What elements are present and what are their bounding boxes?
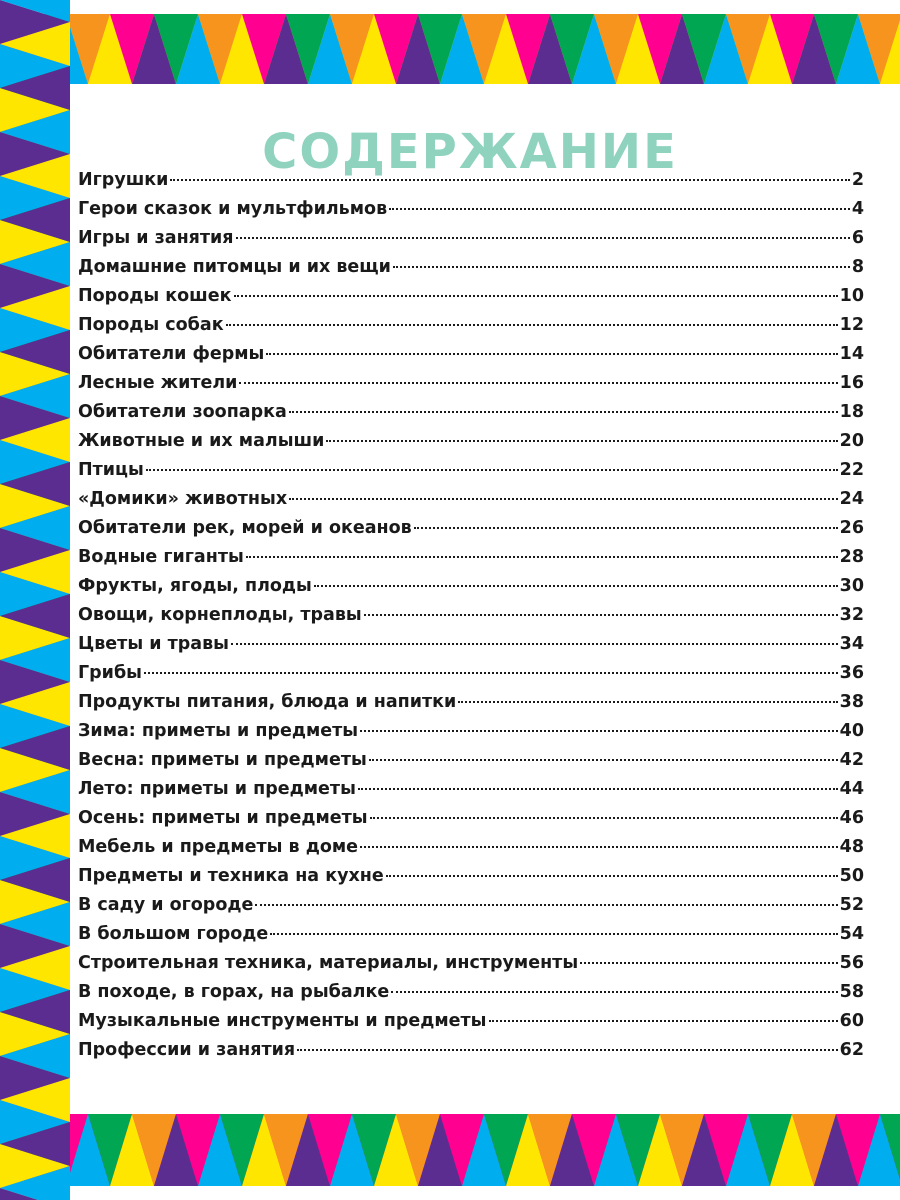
dot-leader [580, 962, 837, 964]
toc-entry-page-number: 56 [839, 953, 864, 973]
toc-entry [78, 489, 864, 518]
toc-entry-title: Мебель и предметы в доме [78, 837, 359, 857]
border-band [0, 1186, 900, 1200]
toc-entry-page-number: 42 [839, 750, 864, 770]
toc-entry-page-number: 52 [839, 895, 864, 915]
toc-entry-page-number: 50 [839, 866, 864, 886]
toc-entry-page-number: 6 [851, 228, 864, 248]
dot-leader [146, 469, 838, 471]
toc-entry [78, 924, 864, 953]
dot-leader [360, 730, 838, 732]
toc-entry-title: В походе, в горах, на рыбалке [78, 982, 390, 1002]
dot-leader [236, 237, 850, 239]
toc-entry [78, 837, 864, 866]
dot-leader [364, 614, 838, 616]
dot-leader [270, 933, 837, 935]
dot-leader [458, 701, 837, 703]
toc-entry [78, 518, 864, 547]
dot-leader [226, 324, 838, 326]
toc-entry-title: Животные и их малыши [78, 431, 325, 451]
toc-entry [78, 431, 864, 460]
toc-entry-title: Герои сказок и мультфильмов [78, 199, 388, 219]
toc-entry-page-number: 12 [839, 315, 864, 335]
toc-entry [78, 460, 864, 489]
toc-entry-page-number: 16 [839, 373, 864, 393]
toc-entry-page-number: 40 [839, 721, 864, 741]
toc-entry [78, 228, 864, 257]
dot-leader [326, 440, 837, 442]
toc-entry [78, 1011, 864, 1040]
table-of-contents [78, 170, 864, 1069]
toc-entry [78, 634, 864, 663]
toc-entry-title: Водные гиганты [78, 547, 244, 567]
toc-entry-page-number: 44 [839, 779, 864, 799]
toc-entry [78, 750, 864, 779]
toc-entry-page-number: 4 [851, 199, 864, 219]
toc-entry-title: Породы собак [78, 315, 224, 335]
toc-entry-title: Птицы [78, 460, 144, 480]
toc-entry [78, 663, 864, 692]
toc-entry-page-number: 62 [839, 1040, 864, 1060]
toc-entry-page-number: 14 [839, 344, 864, 364]
toc-entry-title: Зима: приметы и предметы [78, 721, 359, 741]
toc-entry-title: Лесные жители [78, 373, 238, 393]
toc-entry [78, 1040, 864, 1069]
dot-leader [358, 788, 838, 790]
toc-entry-title: Обитатели рек, морей и океанов [78, 518, 412, 538]
dot-leader [389, 208, 850, 210]
dot-leader [370, 817, 838, 819]
toc-entry [78, 257, 864, 286]
toc-entry-title: Лето: приметы и предметы [78, 779, 356, 799]
toc-entry-page-number: 20 [839, 431, 864, 451]
toc-entry-page-number: 2 [851, 170, 864, 190]
toc-entry-page-number: 22 [839, 460, 864, 480]
toc-entry [78, 605, 864, 634]
toc-entry [78, 373, 864, 402]
toc-entry-title: Предметы и техника на кухне [78, 866, 384, 886]
dot-leader [393, 266, 850, 268]
border-band [0, 0, 900, 14]
dot-leader [414, 527, 838, 529]
toc-entry-page-number: 60 [839, 1011, 864, 1031]
toc-entry-title: «Домики» животных [78, 489, 288, 509]
dot-leader [144, 672, 838, 674]
dot-leader [360, 846, 838, 848]
toc-entry-page-number: 34 [839, 634, 864, 654]
toc-entry-title: Музыкальные инструменты и предметы [78, 1011, 487, 1031]
toc-entry [78, 895, 864, 924]
toc-entry-title: Игрушки [78, 170, 169, 190]
toc-entry [78, 576, 864, 605]
dot-leader [246, 556, 838, 558]
dot-leader [386, 875, 838, 877]
dot-leader [289, 411, 838, 413]
dot-leader [289, 498, 838, 500]
toc-entry [78, 721, 864, 750]
toc-entry-title: Фрукты, ягоды, плоды [78, 576, 312, 596]
toc-entry-title: Обитатели фермы [78, 344, 265, 364]
toc-entry-title: Овощи, корнеплоды, травы [78, 605, 362, 625]
toc-entry-title: Весна: приметы и предметы [78, 750, 367, 770]
dot-leader [297, 1049, 838, 1051]
toc-entry [78, 344, 864, 373]
toc-entry-page-number: 8 [851, 257, 864, 277]
toc-entry-page-number: 10 [839, 286, 864, 306]
dot-leader [234, 295, 838, 297]
dot-leader [489, 1020, 838, 1022]
toc-entry-title: В саду и огороде [78, 895, 254, 915]
toc-entry-title: Строительная техника, материалы, инструменты [78, 953, 579, 973]
toc-entry [78, 199, 864, 228]
toc-entry-page-number: 24 [839, 489, 864, 509]
toc-entry [78, 692, 864, 721]
toc-entry-title: Профессии и занятия [78, 1040, 296, 1060]
toc-entry-page-number: 54 [839, 924, 864, 944]
dot-leader [170, 179, 849, 181]
page-title: СОДЕРЖАНИЕ [262, 124, 678, 181]
toc-entry [78, 547, 864, 576]
dot-leader [239, 382, 837, 384]
toc-entry [78, 866, 864, 895]
toc-entry-page-number: 18 [839, 402, 864, 422]
toc-entry [78, 982, 864, 1011]
toc-entry-title: Домашние питомцы и их вещи [78, 257, 391, 277]
dot-leader [369, 759, 838, 761]
toc-entry-title: Грибы [78, 663, 142, 683]
dot-leader [391, 991, 837, 993]
dot-leader [231, 643, 838, 645]
toc-entry [78, 170, 864, 199]
toc-entry-page-number: 38 [839, 692, 864, 712]
toc-entry [78, 402, 864, 431]
toc-entry [78, 779, 864, 808]
toc-entry [78, 953, 864, 982]
toc-entry-title: В большом городе [78, 924, 269, 944]
toc-entry-page-number: 32 [839, 605, 864, 625]
toc-entry [78, 315, 864, 344]
toc-entry-title: Породы кошек [78, 286, 232, 306]
toc-entry-title: Игры и занятия [78, 228, 234, 248]
toc-entry-page-number: 36 [839, 663, 864, 683]
toc-entry-page-number: 58 [839, 982, 864, 1002]
toc-entry-page-number: 28 [839, 547, 864, 567]
toc-entry-page-number: 26 [839, 518, 864, 538]
toc-entry-title: Цветы и травы [78, 634, 229, 654]
toc-entry-page-number: 30 [839, 576, 864, 596]
dot-leader [314, 585, 838, 587]
toc-entry [78, 286, 864, 315]
toc-entry-title: Обитатели зоопарка [78, 402, 287, 422]
dot-leader [255, 904, 837, 906]
toc-entry-page-number: 48 [839, 837, 864, 857]
dot-leader [266, 353, 837, 355]
toc-entry-title: Продукты питания, блюда и напитки [78, 692, 457, 712]
toc-entry-title: Осень: приметы и предметы [78, 808, 368, 828]
toc-entry [78, 808, 864, 837]
toc-entry-page-number: 46 [839, 808, 864, 828]
